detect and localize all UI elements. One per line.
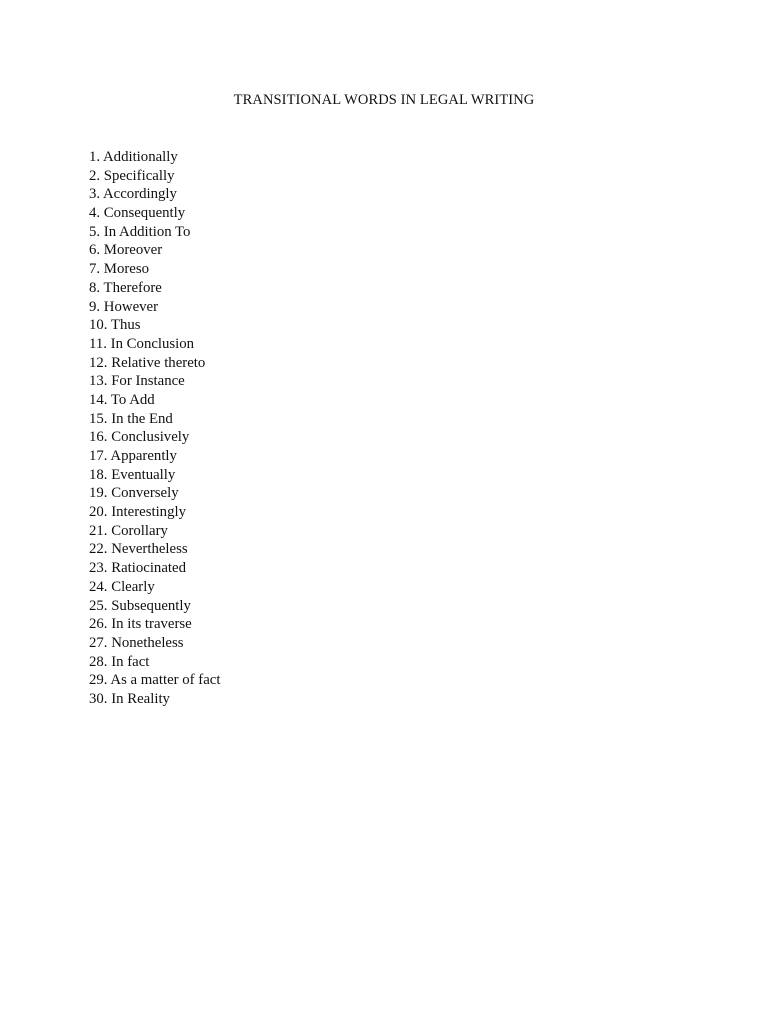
list-item: 9. However [89, 298, 159, 315]
list-item: 13. For Instance [89, 373, 185, 390]
list-item: 28. In fact [89, 653, 150, 670]
list-item: 24. Clearly [89, 578, 155, 595]
list-item: 23. Ratiocinated [89, 560, 186, 577]
list-item: 25. Subsequently [89, 597, 191, 614]
list-item: 29. As a matter of fact [89, 672, 221, 689]
document-title: TRANSITIONAL WORDS IN LEGAL WRITING [233, 92, 535, 108]
list-item: 2. Specifically [89, 167, 175, 184]
transitional-words-list [89, 148, 220, 709]
list-item: 26. In its traverse [89, 616, 192, 633]
list-item: 15. In the End [89, 410, 173, 427]
list-item: 21. Corollary [89, 522, 168, 539]
list-item: 16. Conclusively [89, 429, 190, 446]
list-item: 19. Conversely [89, 485, 179, 502]
list-item: 22. Nevertheless [89, 541, 188, 558]
list-item: 6. Moreover [89, 242, 163, 259]
list-item: 14. To Add [89, 391, 155, 408]
list-item: 7. Moreso [89, 261, 150, 278]
list-item: 10. Thus [89, 317, 141, 334]
list-item: 12. Relative thereto [89, 354, 206, 371]
list-item: 8. Therefore [89, 279, 162, 296]
list-item: 30. In Reality [89, 690, 170, 707]
list-item: 5. In Addition To [89, 223, 191, 240]
list-item: 27. Nonetheless [89, 634, 184, 651]
list-item: 17. Apparently [89, 448, 177, 464]
list-item: 4. Consequently [89, 205, 186, 222]
list-item: 20. Interestingly [89, 504, 186, 521]
list-item: 3. Accordingly [89, 186, 177, 203]
list-item: 18. Eventually [89, 466, 176, 483]
list-item: 1. Additionally [89, 149, 178, 165]
list-item: 11. In Conclusion [89, 335, 195, 352]
